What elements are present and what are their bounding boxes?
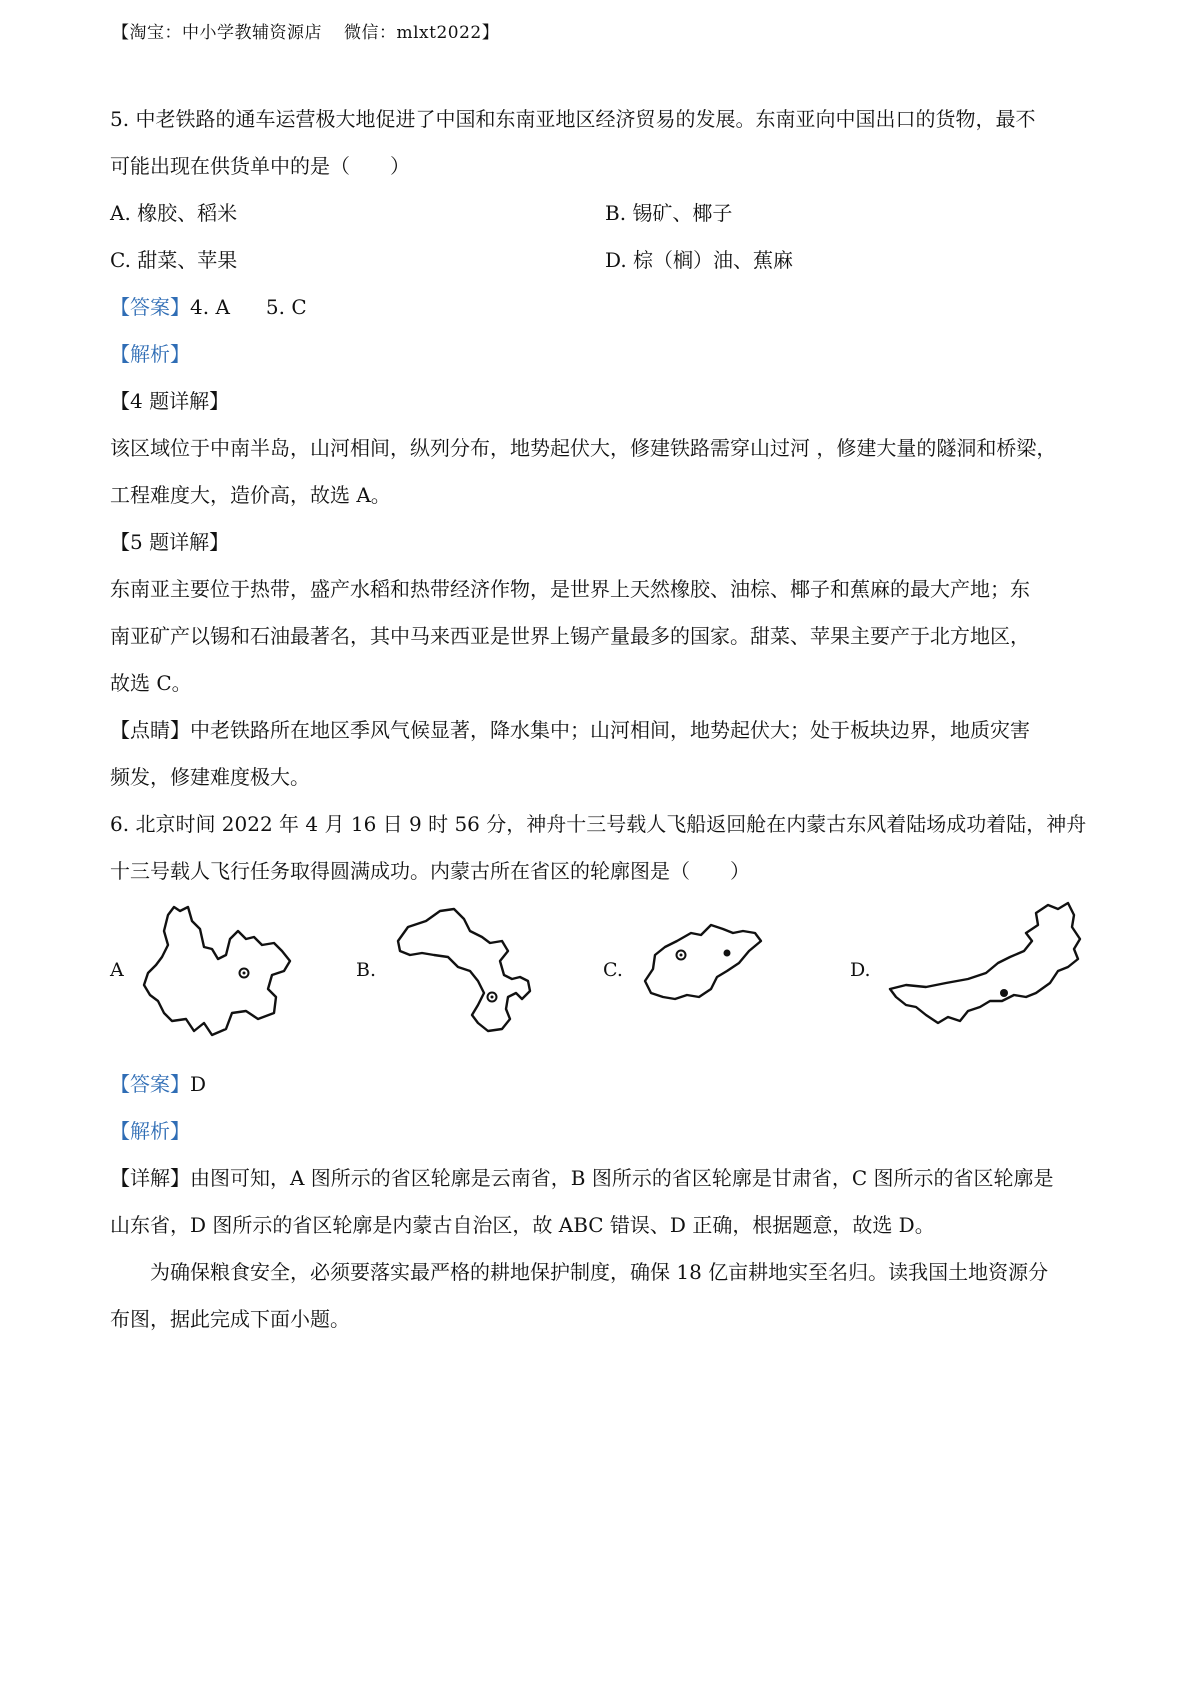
option-d-label: D. (850, 959, 871, 981)
detail4-tag: 【4 题详解】 (110, 389, 230, 413)
inner-mongolia-outline-icon (886, 897, 1116, 1047)
q5-option-d: D. 棕（榈）油、蕉麻 (605, 248, 794, 272)
dianjing-tag: 【点睛】 (110, 718, 190, 742)
option-b-figure (356, 897, 576, 1057)
option-a-label: A (110, 959, 124, 981)
answer-4: 4. A (190, 295, 230, 319)
analysis6-tag: 【解析】 (110, 1119, 190, 1143)
option-a-figure (110, 897, 330, 1057)
option-d-figure (850, 897, 1110, 1057)
detail4-line1: 该区域位于中南半岛，山河相间，纵列分布，地势起伏大，修建铁路需穿山过河 ，修建大量的隧洞和桥梁， (110, 436, 1057, 460)
detail5-line2: 南亚矿产以锡和石油最著名，其中马来西亚是世界上锡产量最多的国家。甜菜、苹果主要产于北方地区， (110, 624, 1030, 648)
intro7-line1: 为确保粮食安全，必须要落实最严格的耕地保护制度，确保 18 亿亩耕地实至名归。读我国土地资源分 (150, 1260, 1049, 1284)
gansu-outline-icon (386, 897, 566, 1047)
q5-options-row2 (110, 237, 1100, 284)
dianjing-line1 (110, 707, 1100, 754)
detail6-text1: 由图可知，A 图所示的省区轮廓是云南省，B 图所示的省区轮廓是甘肃省，C 图所示的省区轮廓是 (190, 1166, 1054, 1190)
answer-4-5 (110, 284, 1100, 331)
q5-option-a: A. 橡胶、稻米 (110, 201, 238, 225)
detail4-line2: 工程难度大，造价高，故选 A。 (110, 483, 391, 507)
dianjing-line2: 频发，修建难度极大。 (110, 765, 310, 789)
answer-tag: 【答案】 (110, 295, 190, 319)
dianjing-text1: 中老铁路所在地区季风气候显著，降水集中；山河相间，地势起伏大；处于板块边界，地质灾害 (190, 718, 1030, 742)
detail5-tag: 【5 题详解】 (110, 530, 230, 554)
option-c-figure (603, 897, 823, 1057)
analysis-tag: 【解析】 (110, 342, 190, 366)
answer6-tag: 【答案】 (110, 1072, 190, 1096)
detail5-line1: 东南亚主要位于热带，盛产水稻和热带经济作物，是世界上天然橡胶、油棕、椰子和蕉麻的最大产地；东 (110, 577, 1030, 601)
q5-stem-line2: 可能出现在供货单中的是（ ） (110, 154, 410, 178)
q6-outline-figures (110, 897, 1100, 1057)
option-c-label: C. (603, 959, 623, 981)
q6-stem-line2: 十三号载人飞行任务取得圆满成功。内蒙古所在省区的轮廓图是（ ） (110, 859, 750, 883)
q5-stem-line1: 5. 中老铁路的通车运营极大地促进了中国和东南亚地区经济贸易的发展。东南亚向中国出口的货物，最不 (110, 107, 1036, 131)
q5-option-c: C. 甜菜、苹果 (110, 248, 238, 272)
detail6-tag: 【详解】 (110, 1166, 190, 1190)
answer-6 (110, 1061, 1100, 1108)
header-shop: 【淘宝：中小学教辅资源店 (112, 23, 322, 43)
q5-options-row1 (110, 190, 1100, 237)
q5-option-b: B. 锡矿、椰子 (605, 201, 733, 225)
answer6-value: D (190, 1072, 207, 1096)
answer-5: 5. C (265, 295, 307, 319)
header-wechat: 微信：mlxt2022】 (344, 23, 500, 43)
page-header (112, 18, 499, 43)
detail5-line3: 故选 C。 (110, 671, 192, 695)
q6-stem-line1: 6. 北京时间 2022 年 4 月 16 日 9 时 56 分，神舟十三号载人飞船返回舱在内蒙古东风着陆场成功着陆，神舟 (110, 812, 1087, 836)
option-b-label: B. (356, 959, 377, 981)
detail6-line1 (110, 1155, 1100, 1202)
shandong-outline-icon (637, 911, 787, 1031)
intro7-line2: 布图，据此完成下面小题。 (110, 1307, 350, 1331)
yunnan-outline-icon (134, 901, 314, 1051)
document-body (110, 96, 1100, 1343)
detail6-line2: 山东省，D 图所示的省区轮廓是内蒙古自治区，故 ABC 错误、D 正确，根据题意，故选 D。 (110, 1213, 935, 1237)
